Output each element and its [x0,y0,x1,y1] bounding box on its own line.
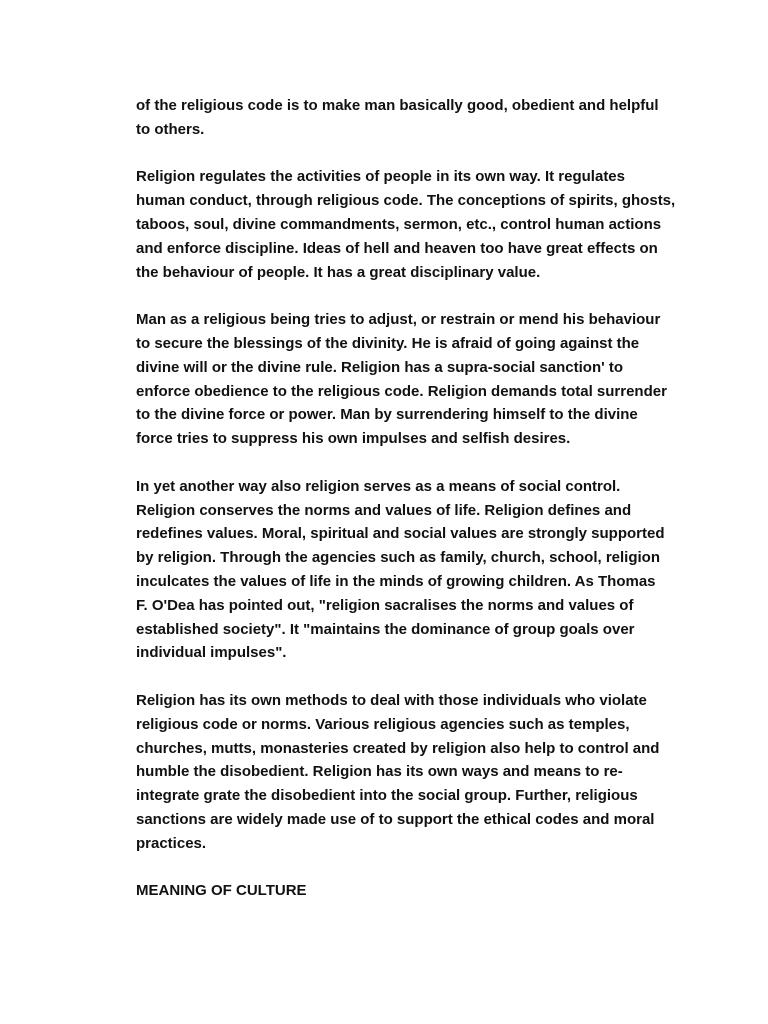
section-heading: MEANING OF CULTURE [136,882,307,900]
paragraph-4: In yet another way also religion serves as a means of social control. Religion conserves the norms and values of life. Religion defines and redefines values. Moral, spiritual and social values are strongly supported by religion. Through the agencies such as family, church, school, religion inculcates the values of life in the minds of growing children. As Thomas F. O'Dea has pointed out, "religion sacralises the norms and values of established society". It "maintains the dominance of group goals over individual impulses". [136,477,665,662]
paragraph-3: Man as a religious being tries to adjust, or restrain or mend his behaviour to secure the blessings of the divinity. He is afraid of going against the divine will or the divine rule. Religion has a supra-social sanction' to enforce obedience to the religious code. Religion demands total surrender to the divine force or power. Man by surrendering himself to the divine force tries to suppress his own impulses and selfish desires. [136,311,667,448]
paragraph-5: Religion has its own methods to deal with those individuals who violate religious code or norms. Various religious agencies such as temples, churches, mutts, monasteries created by religion also help to control and humble the disobedient. Religion has its own ways and means to re- integrate grate the disobedient into the social group. Further, religious sanctions are widely made use of to support the ethical codes and moral practices. [136,691,660,852]
paragraph-1: of the religious code is to make man basically good, obedient and helpful to others. [136,97,659,138]
document-body [136,94,684,903]
paragraph-2: Religion regulates the activities of people in its own way. It regulates human conduct, through religious code. The conceptions of spirits, ghosts, taboos, soul, divine commandments, sermon, etc., control human actions and enforce discipline. Ideas of hell and heaven too have great effects on the behaviour of people. It has a great disciplinary value. [136,168,676,281]
